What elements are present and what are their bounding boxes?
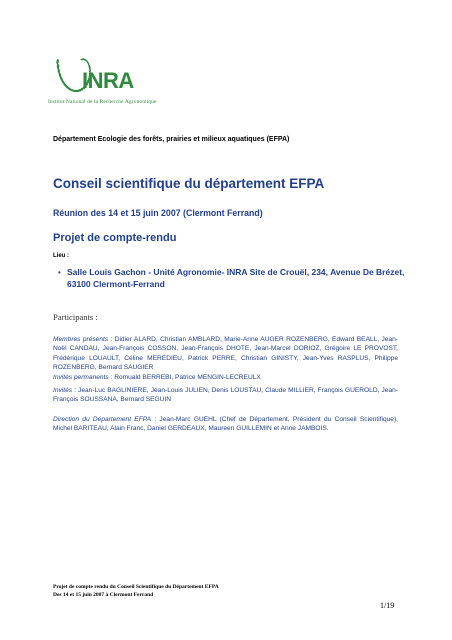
- bullet-icon: •: [58, 268, 61, 277]
- meeting-subtitle: Réunion des 14 et 15 juin 2007 (Clermont Ferrand): [53, 208, 263, 218]
- draft-heading: Projet de compte-rendu: [53, 232, 177, 244]
- participant-group-names: : Romuald BERREBI, Patrice MENGIN-LECREULX: [108, 374, 261, 381]
- participant-group-label: Membres présents: [53, 336, 109, 343]
- logo-wordmark: INRA: [82, 68, 134, 93]
- participants-heading: Participants :: [53, 312, 98, 322]
- department-line: Département Ecologie des forêts, prairies et milieux aquatiques (EFPA): [53, 136, 290, 143]
- participant-group-names: : Didier ALARD, Christian AMBLARD, Marie-Anne AUGER ROZENBERG, Edward BEALL, Jean-Noël CANDAU, Jean-François COSSON, Jean-François DHOTE, Jean-Marcel DORIOZ, Grégoire LE PROVOST, Frédérique LOUAULT, Céline MEREDIEU, Patrick PERRE, Christian GINISTY, Jean-Yves RASPLUS, Philippe ROZENBERG, Bernard SAUGIER: [53, 336, 398, 372]
- page-number: 1/19: [380, 601, 395, 610]
- participant-group-names: : Jean-Luc BAGLINIERE, Jean-Louis JULIEN, Denis LOUSTAU, Claude MILLIER, François GUEROLD, Jean-François SOUSSANA, Bernard SEGUIN: [53, 387, 398, 404]
- participants-members-present: [53, 335, 398, 373]
- participant-group-label: Direction du Département EFPA: [53, 416, 152, 423]
- logo-caption: Institut National de la Recherche Agronomique: [48, 99, 157, 105]
- page-footer: [53, 584, 219, 599]
- lieu-label: Lieu :: [53, 253, 69, 259]
- participants-direction: [53, 415, 398, 434]
- participants-guests: [53, 386, 398, 405]
- participant-group-names: : Jean-Marc GUEHL (Chef de Département, Président du Conseil Scientifique), Michel BARITEAU, Alain Franc, Daniel GERDEAUX, Maureen GUILLEMIN et Anne JAMBOIS.: [53, 416, 398, 433]
- participant-group-label: Invités permanents: [53, 374, 109, 381]
- lieu-address: Salle Louis Gachon - Unité Agronomie- INRA Site de Crouël, 234, Avenue De Brézet, 63100 Clermont-Ferrand: [67, 267, 405, 289]
- leaf-dot: [56, 59, 59, 65]
- footer-line-1: Projet de compte rendu du Conseil Scientifique du Département EFPA: [53, 584, 219, 590]
- participants-permanent-guests: [53, 373, 398, 382]
- participant-group-label: Invités: [53, 387, 73, 394]
- document-title: Conseil scientifique du département EFPA: [53, 176, 325, 191]
- leaf-dot: [57, 64, 59, 69]
- footer-line-2: Des 14 et 15 juin 2007 à Clermont Ferrand: [53, 591, 154, 598]
